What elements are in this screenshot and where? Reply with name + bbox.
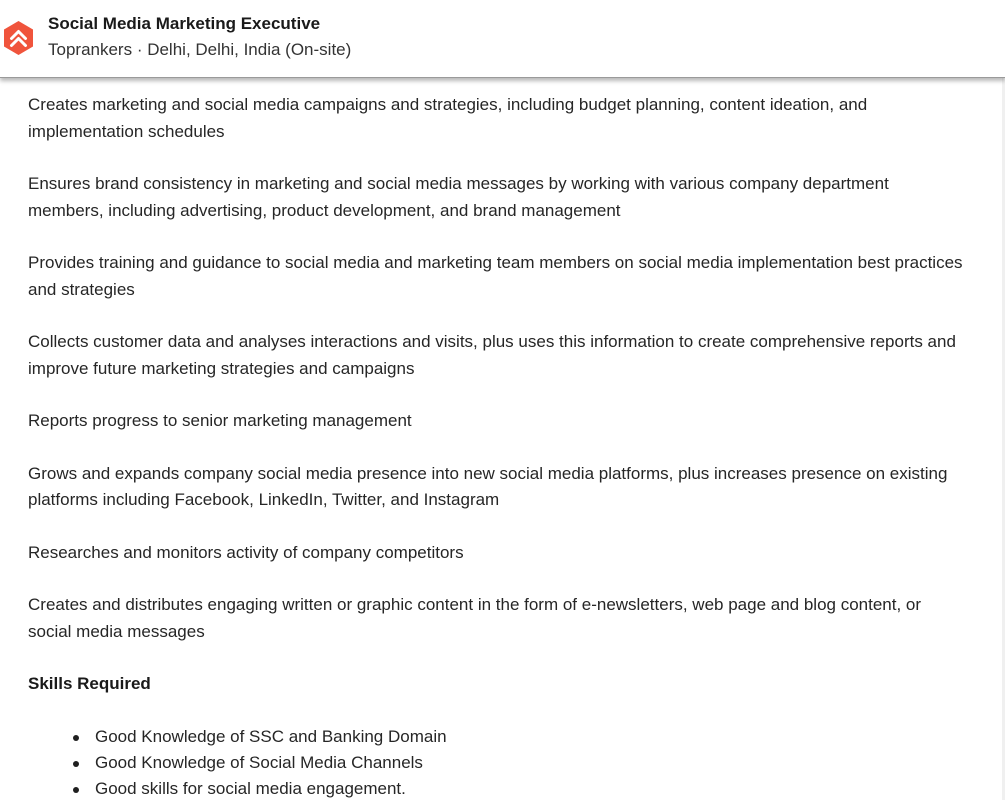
description-paragraph: Reports progress to senior marketing management (28, 411, 412, 430)
job-header (0, 0, 1005, 78)
skill-text: Good Knowledge of Social Media Channels (95, 752, 423, 772)
description-paragraph: Grows and expands company social media presence into new social media platforms, plus increases presence on existing platforms including Facebook, LinkedIn, Twitter, and Instagram (28, 463, 948, 509)
skill-text: Good Knowledge of SSC and Banking Domain (95, 726, 447, 746)
toprankers-logo-icon[interactable] (2, 20, 35, 56)
bullet-icon (73, 735, 79, 741)
skill-text: Good skills for social media engagement. (95, 778, 406, 798)
job-description (28, 92, 968, 802)
skill-item (95, 776, 968, 802)
description-paragraph: Creates and distributes engaging written or graphic content in the form of e-newsletters, web page and blog content, or social media messages (28, 595, 922, 641)
job-company-location: Toprankers · Delhi, Delhi, India (On-site) (48, 40, 352, 59)
skill-item (95, 724, 968, 750)
bullet-icon (73, 761, 79, 767)
description-paragraph: Creates marketing and social media campaigns and strategies, including budget planning, content ideation, and implementation schedules (28, 95, 868, 141)
job-title[interactable]: Social Media Marketing Executive (48, 14, 321, 33)
skills-heading: Skills Required (28, 674, 151, 693)
skill-item (95, 750, 968, 776)
description-paragraph: Researches and monitors activity of company competitors (28, 542, 464, 562)
description-paragraph: Ensures brand consistency in marketing and social media messages by working with various company department members, including advertising, product development, and brand management (28, 174, 889, 220)
description-paragraph: Provides training and guidance to social media and marketing team members on social media implementation best practices and strategies (28, 253, 963, 299)
bullet-icon (73, 787, 79, 793)
skills-list (28, 724, 968, 802)
description-paragraph: Collects customer data and analyses interactions and visits, plus uses this information to create comprehensive reports and improve future marketing strategies and campaigns (28, 332, 956, 378)
